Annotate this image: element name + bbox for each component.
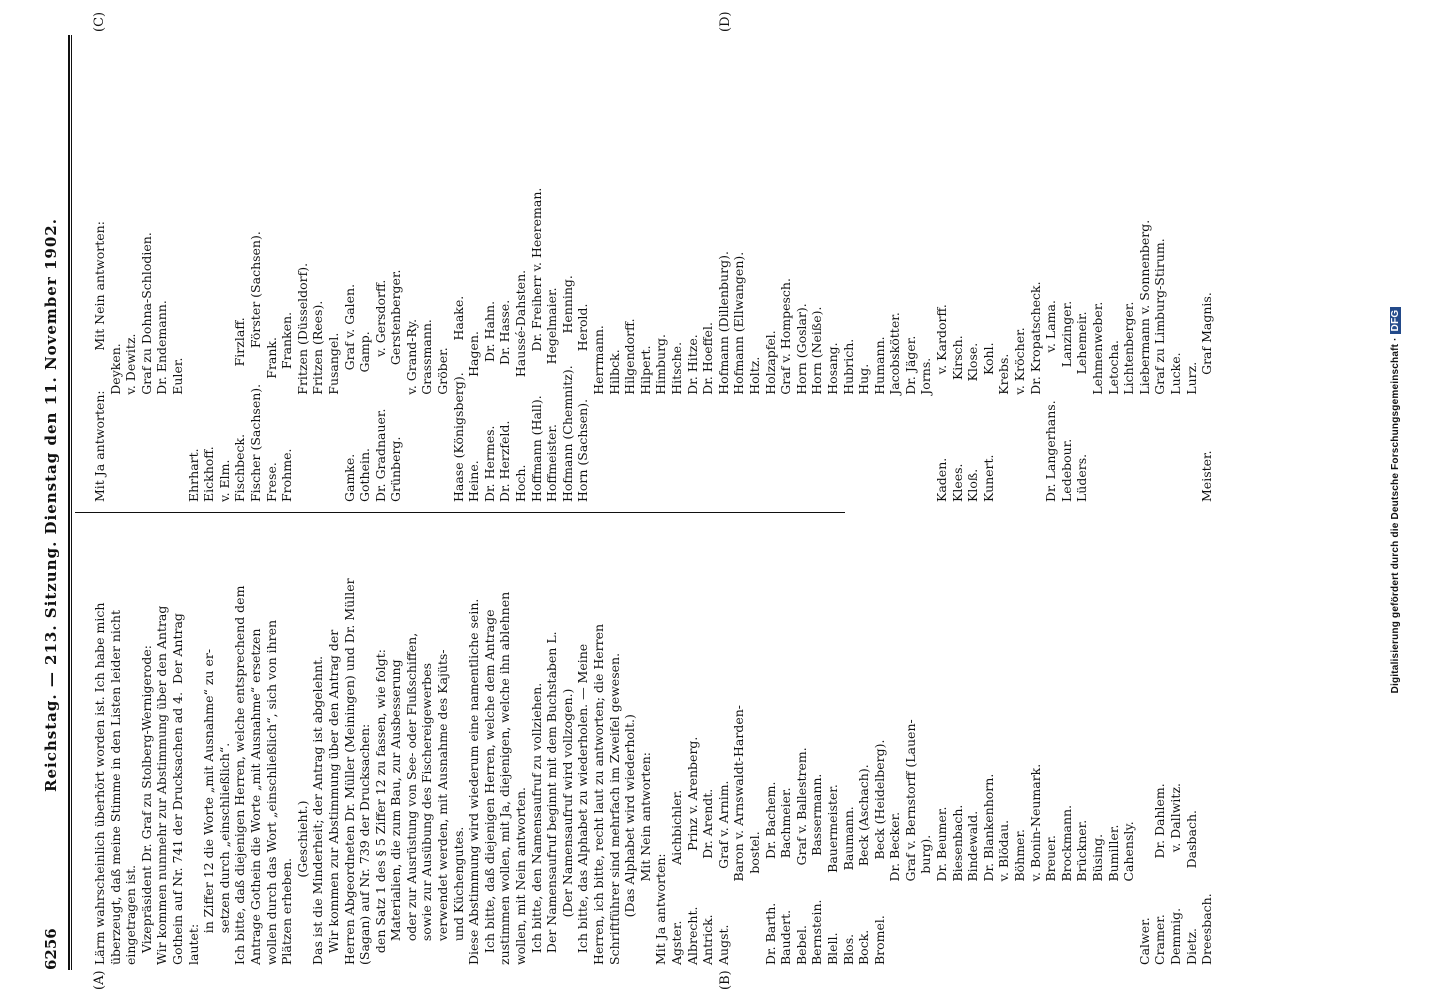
text-line: Dr. Kropatscheck. xyxy=(1027,281,1043,502)
text-line: Hubrich. xyxy=(840,338,856,502)
text-line: Bock. Beck (Aschach). xyxy=(856,764,872,965)
right-column xyxy=(92,37,1215,502)
text-line: zustimmen wollen, mit Ja, diejenigen, welche ihn ablehnen xyxy=(497,591,513,965)
text-line: Böhmer. xyxy=(1012,828,1028,965)
text-line: Cahensly. xyxy=(1121,821,1137,965)
digitization-note: Digitalisierung gefördert durch die Deutsche Forschungsgemeinschaft · xyxy=(1390,337,1401,694)
text-line: Antrage Gothein die Worte „mit Ausnahme“ ersetzen xyxy=(247,628,263,965)
text-line: Materialien, die zum Bau, zur Ausbesserung xyxy=(388,659,404,965)
text-line: Krebs. xyxy=(996,353,1012,502)
text-line: Ich bitte, daß diejenigen Herren, welche dem Antrage xyxy=(481,609,497,965)
text-line: Hosang. xyxy=(824,342,840,502)
text-line: Dr. Hoeffel. xyxy=(700,322,716,502)
text-line: Bromel. Beck (Heidelberg). xyxy=(871,739,887,965)
text-line: Dr. Barth. Dr. Bachem. xyxy=(762,781,778,965)
text-line: Fusangel. xyxy=(325,332,341,502)
text-line: Humann. xyxy=(871,336,887,502)
text-line: Jorns. xyxy=(918,357,934,502)
text-line: Grassmann. xyxy=(419,319,435,502)
text-line: Wir kommen zur Abstimmung über den Antrag der xyxy=(325,629,341,965)
text-line: Diese Abstimmung wird wiederum eine namentliche sein. xyxy=(466,598,482,965)
text-line: (Geschieht.) xyxy=(294,800,310,965)
running-title: Reichstag. — 213. Sitzung. Dienstag den 11. November 1902. xyxy=(42,218,60,792)
margin-mark-c: (C) xyxy=(92,11,107,32)
page-number: 6256 xyxy=(42,928,60,970)
dfg-logo: DFG xyxy=(1390,307,1401,335)
text-line: Hilgendorff. xyxy=(622,318,638,502)
text-line: Lucke. xyxy=(1167,352,1183,502)
text-line: Blell. Bauermeister. xyxy=(824,784,840,965)
text-line: oder zur Ausrüstung von See- oder Flußschiffen, xyxy=(403,632,419,965)
text-line: Graf zu Dohna-Schlodien. xyxy=(138,232,154,502)
text-line: v. Blödau. xyxy=(996,819,1012,965)
text-line: Bindewald. xyxy=(965,810,981,965)
text-line: Horn (Sachsen). Herold. xyxy=(575,303,591,502)
text-line: Gamke. Graf v. Galen. xyxy=(341,283,357,502)
text-line: Lehmenweber. xyxy=(1090,301,1105,502)
text-line: Dreesbach. xyxy=(1199,893,1215,965)
text-line: (Das Alphabet wird wiederholt.) xyxy=(622,714,638,965)
text-line: Hug. xyxy=(856,363,872,502)
text-line: Biesenbach. xyxy=(949,804,965,965)
text-line: Himburg. xyxy=(653,333,669,502)
text-line: Heine. Hagen. xyxy=(466,331,482,502)
text-line: Dr. Blankenhorn. xyxy=(980,773,996,965)
text-line: Bumiller. xyxy=(1105,824,1121,965)
text-line: Plätzen erheben. xyxy=(279,857,295,965)
text-line: Meister. Graf Magnis. xyxy=(1199,292,1215,502)
margin-mark-d: (D) xyxy=(718,11,733,32)
margin-mark-b: (B) xyxy=(718,970,733,990)
text-line: Ledebour. Lanzinger. xyxy=(1058,300,1074,502)
text-line: Bebel. Graf v. Ballestrem. xyxy=(793,747,809,965)
text-line: Breuer. xyxy=(1043,834,1059,965)
text-line: lautet: xyxy=(185,923,201,965)
text-line: Hofmann (Chemnitz). Henning. xyxy=(559,275,575,502)
text-line: Kunert. Kohl. xyxy=(980,342,996,502)
text-line: Lärm wahrscheinlich überhört worden ist. Ich habe mich xyxy=(92,602,107,965)
text-line: Kaden. v. Kardorff. xyxy=(934,304,950,502)
header-rule xyxy=(68,35,70,970)
text-line: Brückner. xyxy=(1074,819,1090,965)
text-line: Frohme. Franken. xyxy=(279,311,295,502)
text-line: Hilbck. xyxy=(606,349,622,502)
text-line: Eickhoff. xyxy=(201,446,217,502)
text-line: Lichtenberger. xyxy=(1121,301,1137,502)
text-line: in Ziffer 12 die Worte „mit Ausnahme“ zu er- xyxy=(201,648,217,965)
text-line: Dr. Endemann. xyxy=(154,300,170,502)
text-line: Augst. Graf v. Arnim. xyxy=(715,780,731,965)
text-line: Der Namensaufruf beginnt mit dem Buchstaben L. xyxy=(544,631,560,965)
text-line: Antrick. Dr. Arendt. xyxy=(700,788,716,965)
margin-mark-a: (A) xyxy=(92,970,107,990)
text-line: v. Dewitz. xyxy=(123,333,139,502)
text-line: eingetragen ist. xyxy=(123,864,139,965)
text-line: Klees. Kirsch. xyxy=(949,335,965,502)
text-line: Grünberg. Gerstenberger. xyxy=(388,269,404,502)
text-line: Blos. Baumann. xyxy=(840,806,856,965)
text-line: sowie zur Ausübung des Fischereigewerbes xyxy=(419,662,435,965)
text-line: Jacobskötter. xyxy=(887,312,903,502)
text-line: Calwer. xyxy=(1136,917,1152,965)
text-line: Herren, ich bitte, recht laut zu antworten; die Herren xyxy=(591,623,606,965)
text-line: und Küchengutes. xyxy=(450,826,466,965)
header-rule-thin xyxy=(71,35,72,970)
text-line: Dr. Langerhans. v. Lama. xyxy=(1043,300,1059,502)
text-line: Gothein. Gamp. xyxy=(357,331,373,502)
text-line: Büsing. xyxy=(1090,833,1105,965)
column-divider xyxy=(75,512,845,513)
text-line: Lüders. Lehemeir. xyxy=(1074,311,1090,502)
text-line: verwendet werden, mit Ausnahme des Kajüts- xyxy=(435,649,451,965)
text-line: Frese. Frank. xyxy=(263,337,279,502)
text-line: Hoch. Haussé-Dahsten. xyxy=(513,269,529,502)
left-column xyxy=(92,525,1215,965)
text-line: Fritzen (Düsseldorf). xyxy=(294,262,310,502)
text-line: Graf v. Bernstorff (Lauen- xyxy=(902,719,918,965)
text-line: Dr. Herzfeld. Dr. Hasse. xyxy=(497,299,513,502)
text-line: burg). xyxy=(918,834,934,965)
text-line: Bernstein. Bassermann. xyxy=(809,773,825,965)
text-line: wollen durch das Wort „einschließlich“, sich von ihren xyxy=(263,619,279,965)
text-line: Hoffmann (Hall). Dr. Freiherr v. Heereman. xyxy=(528,187,544,502)
text-line: Vizepräsident Dr. Graf zu Stolberg-Wernigerode: xyxy=(138,645,154,965)
text-line: Ich bitte, daß diejenigen Herren, welche entsprechend dem xyxy=(232,585,248,965)
text-line: Lurz. xyxy=(1183,361,1199,502)
text-line: Herren Abgeordneten Dr. Müller (Meiningen) und Dr. Müller xyxy=(341,578,357,965)
text-line: Graf v. Hompesch. xyxy=(778,278,794,502)
text-line: Dr. Beumer. xyxy=(934,806,950,965)
text-line: v. Elm. xyxy=(216,459,232,502)
text-line: (Der Namensaufruf wird vollzogen.) xyxy=(559,688,575,965)
text-line: Dr. Becker. xyxy=(887,811,903,965)
text-line: bostel. xyxy=(746,831,762,965)
text-line: Albrecht. Prinz v. Arenberg. xyxy=(684,736,700,965)
text-line: (Sagan) auf Nr. 739 der Drucksachen: xyxy=(357,723,373,965)
text-line: Agster. Aichbichler. xyxy=(668,789,684,965)
text-line: Dr. Hitze. xyxy=(684,334,700,502)
text-line: Baron v. Arnswaldt-Harden- xyxy=(731,705,747,965)
text-line: wollen, mit Nein antworten. xyxy=(513,787,529,965)
text-line: Fritzen (Rees). xyxy=(310,300,326,502)
text-line: Ehrhart. xyxy=(185,448,201,502)
text-line: Holzapfel. xyxy=(762,330,778,502)
text-line: Fischer (Sachsen). Förster (Sachsen). xyxy=(247,231,263,502)
text-line: Hofmann (Ellwangen). xyxy=(731,251,747,502)
text-line: v. Bonin-Neumark. xyxy=(1027,763,1043,965)
text-line: Mit Ja antworten: Mit Nein antworten: xyxy=(92,221,107,502)
text-line: Herrmann. xyxy=(591,325,606,502)
text-line: Demmig. v. Dallwitz. xyxy=(1167,782,1183,965)
text-line: Wir kommen nunmehr zur Abstimmung über den Antrag xyxy=(154,605,170,965)
text-line: Gothein auf Nr. 741 der Drucksachen ad 4. Der Antrag xyxy=(169,613,185,965)
text-line: den Satz 1 des § 5 Ziffer 12 zu fassen, wie folgt: xyxy=(372,649,388,965)
text-line: Brockmann. xyxy=(1058,804,1074,965)
text-line: Letocha. xyxy=(1105,339,1121,502)
text-line: Deyken. xyxy=(107,343,123,502)
text-line: Liebermann v. Sonnenberg. xyxy=(1136,219,1152,502)
text-line: Graf zu Limburg-Stirum. xyxy=(1152,238,1168,502)
dfg-footer xyxy=(1390,0,1401,1000)
text-line: Dr. Hermes. Dr. Hahn. xyxy=(481,300,497,502)
text-line: Horn (Neiße). xyxy=(809,306,825,502)
text-line: Holtz. xyxy=(746,356,762,502)
text-line: Das ist die Minderheit; der Antrag ist abgelehnt. xyxy=(310,655,326,965)
text-line: Gröber. xyxy=(435,347,451,502)
text-line: Hoffmeister. Hegelmaier. xyxy=(544,287,560,502)
text-line: Mit Nein antworten: xyxy=(637,751,653,965)
text-line: Hofmann (Dillenburg). xyxy=(715,251,731,502)
text-line: Ich bitte, den Namensaufruf zu vollziehen. xyxy=(528,682,544,965)
text-line: Haase (Königsberg). Haake. xyxy=(450,295,466,502)
text-line: Kloß. Klose. xyxy=(965,342,981,502)
text-line: Schriftführer sind mehrfach im Zweifel gewesen. xyxy=(606,652,622,965)
text-line: Mit Ja antworten: xyxy=(653,853,669,965)
text-line: Hitsche. xyxy=(668,341,684,502)
text-line: Euler. xyxy=(169,357,185,502)
text-line: v. Kröcher. xyxy=(1012,327,1028,502)
text-line: Hilpert. xyxy=(637,345,653,502)
text-line: Horn (Goslar). xyxy=(793,303,809,502)
text-line: Cramer. Dr. Dahlem. xyxy=(1152,783,1168,965)
text-line: Dr. Gradnauer. v. Gersdorff. xyxy=(372,279,388,502)
text-line: Baudert. Bachmeier. xyxy=(778,787,794,965)
text-line: überzeugt, daß meine Stimme in den Listen leider nicht xyxy=(107,609,123,965)
text-line: Dietz. Dasbach. xyxy=(1183,810,1199,965)
text-line: setzen durch „einschließlich“. xyxy=(216,742,232,965)
text-line: Fischbeck. Firzlaff. xyxy=(232,317,248,502)
text-line: Dr. Jäger. xyxy=(902,335,918,502)
text-line: Ich bitte, das Alphabet zu wiederholen. — Meine xyxy=(575,643,591,965)
text-line: v. Grand-Ry. xyxy=(403,318,419,502)
running-header xyxy=(42,40,64,970)
